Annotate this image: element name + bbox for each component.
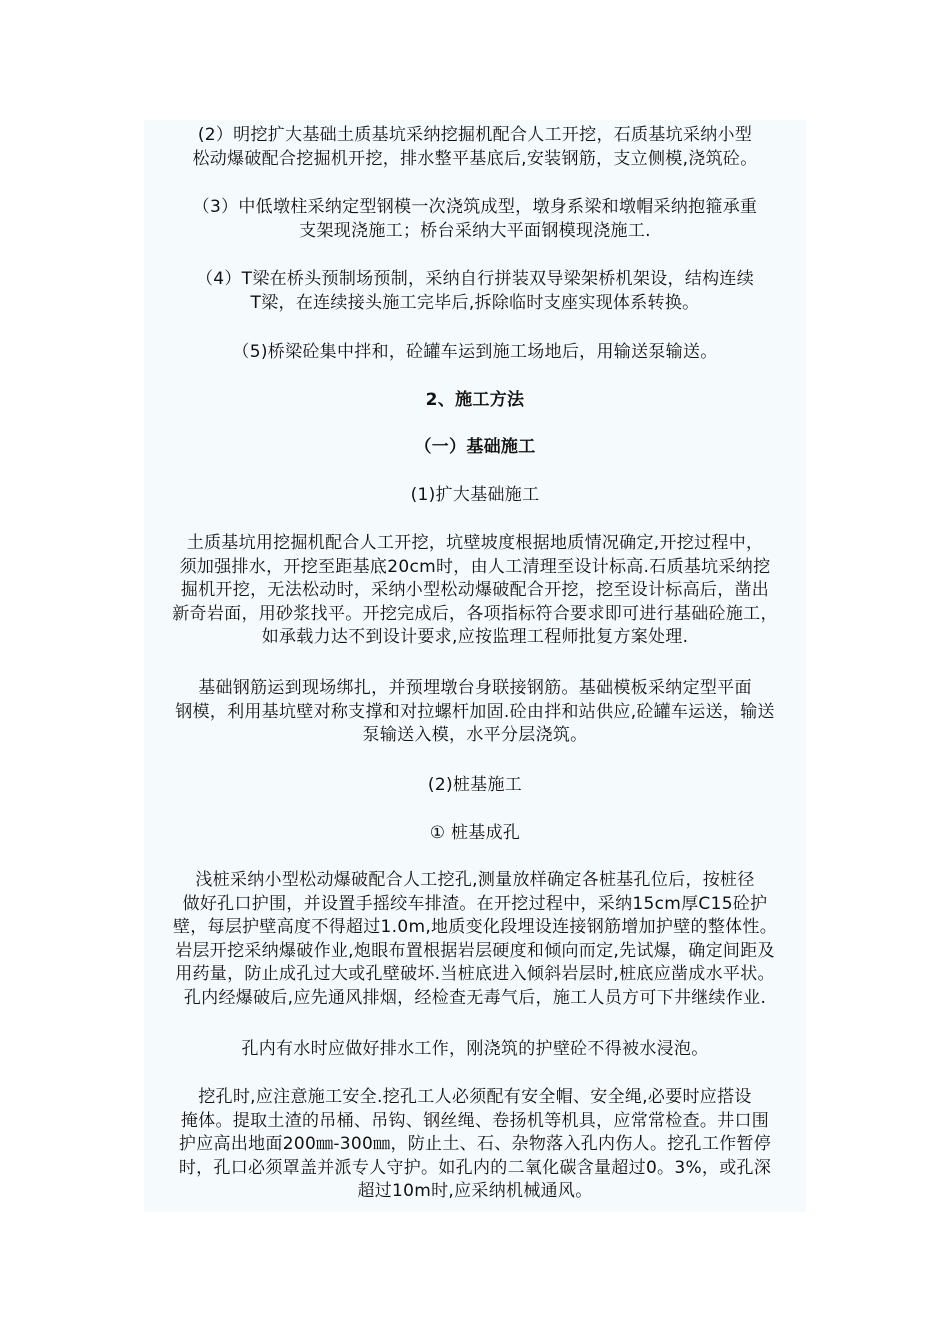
- text-line: 时，孔口必须罩盖并派专人守护。如孔内的二氧化碳含量超过0。3%，或孔深: [178, 1157, 772, 1178]
- paragraph-t-beam: [144, 268, 806, 315]
- paragraph-shallow-pile: [144, 869, 806, 1010]
- text-line: 掩体。提取土渣的吊桶、吊钩、钢丝绳、卷扬机等机具，应常常检查。井口围: [180, 1110, 770, 1131]
- subheading-pile-hole: [144, 822, 806, 846]
- text-line: 泵输送入模，水平分层浇筑。: [362, 725, 588, 745]
- heading-text: ① 桩基成孔: [429, 823, 521, 843]
- text-line: 孔内有水时应做好排水工作，刚浇筑的护壁砼不得被水浸泡。: [241, 1039, 709, 1059]
- text-line: 掘机开挖，无法松动时，采纳小型松动爆破配合开挖，挖至设计标高后，凿出: [180, 580, 770, 600]
- heading-text: (1)扩大基础施工: [410, 485, 540, 505]
- text-line: 钢模，利用基坑壁对称支撑和对拉螺杆加固.砼由拌和站供应,砼罐车运送，输送: [175, 701, 775, 722]
- paragraph-concrete-mixing: [144, 341, 806, 365]
- text-line: 松动爆破配合挖掘机开挖，排水整平基底后,安装钢筋，支立侧模,浇筑砼。: [192, 148, 758, 169]
- heading-text: (2)桩基施工: [427, 775, 523, 795]
- text-line: 如承载力达不到设计要求,应按监理工程师批复方案处理.: [261, 627, 689, 647]
- text-line: 岩层开挖采纳爆破作业,炮眼布置根据岩层硬度和倾向而定,先试爆，确定间距及: [175, 940, 775, 961]
- text-line: 须加强排水，开挖至距基底20cm时，由人工清理至设计标高.石质基坑采纳挖: [179, 556, 771, 577]
- text-line: 壁，每层护壁高度不得超过1.0m,地质变化段埋设连接钢筋增加护壁的整体性。: [172, 917, 778, 937]
- text-line: T梁，在连续接头施工完毕后,拆除临时支座实现体系转换。: [250, 292, 700, 313]
- text-line: 挖孔时,应注意施工安全.挖孔工人必须配有安全帽、安全绳,必要时应搭设: [198, 1087, 752, 1107]
- paragraph-open-excavation: [144, 124, 806, 171]
- text-line: （3）中低墩柱采纳定型钢模一次浇筑成型，墩身系梁和墩帽采纳抱箍承重: [192, 197, 758, 217]
- text-line: 做好孔口护围，并设置手摇绞车排渣。在开挖过程中，采纳15cm厚C15砼护: [182, 893, 768, 914]
- text-line: （4）T梁在桥头预制场预制，采纳自行拼装双导梁架桥机架设，结构连续: [195, 269, 755, 289]
- text-line: 基础钢筋运到现场绑扎，并预埋墩台身联接钢筋。基础模板采纳定型平面: [198, 678, 752, 698]
- text-line: 超过10m时,应采纳机械通风。: [357, 1181, 593, 1201]
- paragraph-foundation-rebar: [144, 677, 806, 748]
- text-line: (2）明挖扩大基础土质基坑采纳挖掘机配合人工开挖，石质基坑采纳小型: [197, 125, 753, 145]
- text-line: 支架现浇施工；桥台采纳大平面钢模现浇施工.: [299, 220, 651, 241]
- paragraph-soil-pit: [144, 532, 806, 650]
- paragraph-pier-formwork: [144, 196, 806, 243]
- text-line: 护应高出地面200㎜-300㎜，防止土、石、杂物落入孔内伤人。挖孔工作暂停: [178, 1134, 772, 1154]
- text-line: 新奇岩面，用砂浆找平。开挖完成后，各项指标符合要求即可进行基础砼施工，: [172, 603, 778, 624]
- section-heading-construction-method: [144, 389, 806, 413]
- text-line: 土质基坑用挖掘机配合人工开挖，坑壁坡度根据地质情况确定,开挖过程中，: [186, 533, 764, 553]
- subheading-pile-foundation: [144, 774, 806, 798]
- section-heading-foundation: [144, 436, 806, 460]
- text-line: 用药量，防止成孔过大或孔壁破坏.当桩底进入倾斜岩层时,桩底应凿成水平状。: [175, 964, 775, 984]
- text-line: 浅桩采纳小型松动爆破配合人工挖孔,测量放样确定各桩基孔位后，按桩径: [195, 870, 755, 890]
- text-line: 孔内经爆破后,应先通风排烟，经检查无毒气后，施工人员方可下井继续作业.: [183, 987, 767, 1008]
- heading-text: （一）基础施工: [414, 437, 536, 457]
- subheading-spread-foundation: [144, 484, 806, 508]
- heading-text: 2、施工方法: [425, 390, 525, 410]
- text-line: （5)桥梁砼集中拌和，砼罐车运到施工场地后，用输送泵输送。: [232, 342, 718, 362]
- paragraph-safety: [144, 1086, 806, 1204]
- paragraph-drainage: [144, 1038, 806, 1062]
